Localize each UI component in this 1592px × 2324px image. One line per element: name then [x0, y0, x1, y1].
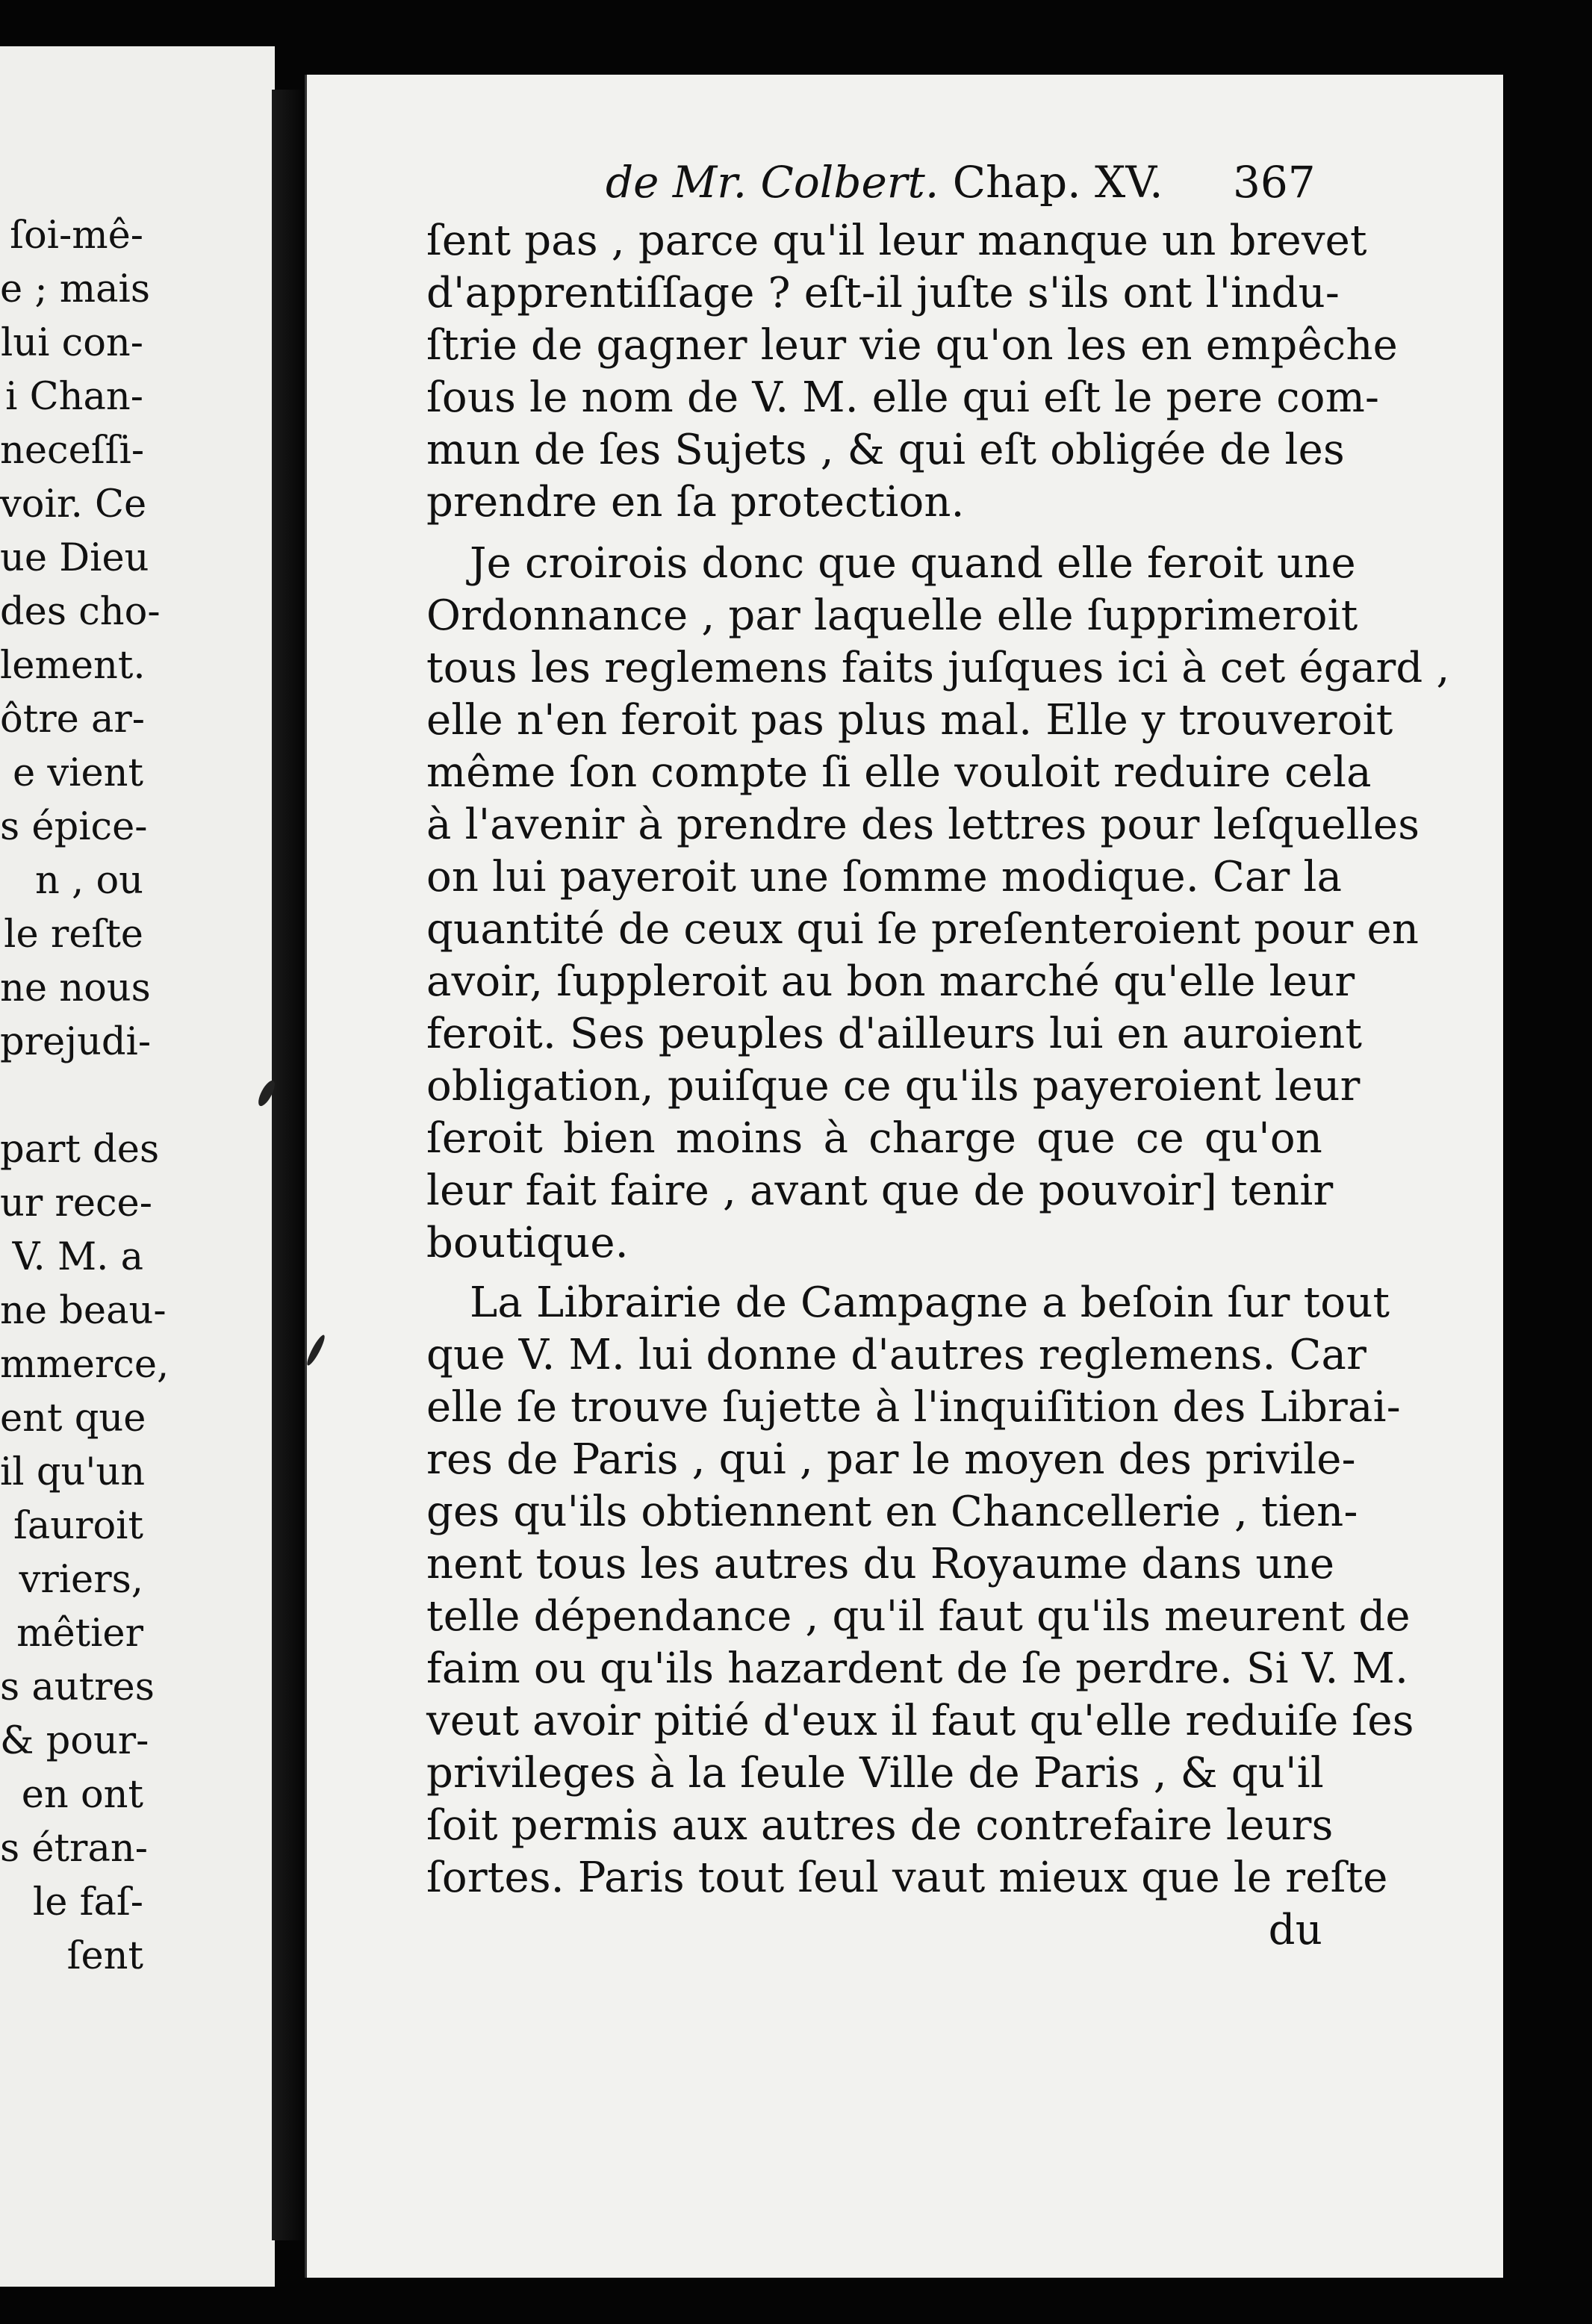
left-text-line: le faſ-	[32, 1880, 143, 1924]
text-line: veut avoir pitié d'eux il faut qu'elle reduiſe ſes	[426, 1697, 1414, 1745]
text-line: à l'avenir à prendre des lettres pour leſquelles	[426, 801, 1420, 849]
text-line: ſtrie de gagner leur vie qu'on les en empêche	[426, 321, 1398, 370]
left-text-line: lement.	[0, 644, 146, 688]
left-text-line: ne nous	[0, 966, 151, 1010]
paragraph-start-line: Je croirois donc que quand elle feroit une	[470, 539, 1356, 588]
text-line: d'apprentiſſage ? eſt-il juſte s'ils ont l'indu-	[426, 269, 1340, 317]
page-number: 367	[1233, 157, 1316, 208]
left-text-line: ôtre ar-	[0, 697, 145, 742]
text-line: obligation, puiſque ce qu'ils payeroient leur	[426, 1062, 1361, 1110]
text-line: boutique.	[426, 1219, 629, 1267]
left-text-line: i Chan-	[5, 375, 143, 419]
left-text-line: ſoi-mê-	[10, 214, 143, 258]
paragraph-start-line: La Librairie de Campagne a beſoin ſur tout	[470, 1278, 1390, 1327]
text-line: faim ou qu'ils hazardent de ſe perdre. Si V. M.	[426, 1644, 1409, 1693]
left-text-line: ſauroit	[13, 1504, 143, 1548]
text-line: elle ſe trouve ſujette à l'inquiſition des Librai-	[426, 1383, 1401, 1432]
text-line: avoir, ſuppleroit au bon marché qu'elle leur	[426, 957, 1355, 1006]
left-text-line: il qu'un	[0, 1450, 146, 1494]
left-text-line: des cho-	[0, 590, 161, 634]
left-text-line: ur rece-	[0, 1181, 152, 1225]
book-gutter	[272, 90, 305, 2240]
left-text-line: e ; mais	[0, 267, 151, 311]
running-header	[606, 157, 1163, 208]
right-page	[305, 75, 1503, 2278]
text-line: nent tous les autres du Royaume dans une	[426, 1540, 1335, 1588]
catchword: du	[1268, 1906, 1322, 1954]
text-line: ſous le nom de V. M. elle qui eſt le pere com-	[426, 373, 1380, 422]
left-text-line: ſent	[66, 1934, 143, 1978]
left-text-line: ue Dieu	[0, 536, 149, 580]
left-text-line: lui con-	[0, 321, 143, 365]
text-line: on lui payeroit une ſomme modique. Car la	[426, 853, 1343, 901]
text-line: ſeroit bien moins à charge que ce qu'on	[426, 1114, 1322, 1163]
left-text-line: en ont	[21, 1773, 143, 1817]
left-text-line: s étran-	[0, 1827, 148, 1871]
text-line: ges qu'ils obtiennent en Chancellerie , tien-	[426, 1488, 1358, 1536]
left-text-line: V. M. a	[12, 1235, 143, 1279]
left-text-line: & pour-	[0, 1719, 149, 1763]
text-line: privileges à la ſeule Ville de Paris , & qu'il	[426, 1749, 1324, 1798]
text-line: feroit. Ses peuples d'ailleurs lui en auroient	[426, 1010, 1363, 1058]
left-text-line: s épice-	[0, 805, 148, 849]
left-page	[0, 46, 275, 2287]
left-text-line: s autres	[0, 1665, 155, 1709]
left-text-line: le reſte	[4, 913, 143, 957]
text-line: prendre en ſa protection.	[426, 478, 965, 526]
text-line: leur fait faire , avant que de pouvoir] tenir	[426, 1166, 1334, 1215]
text-line: telle dépendance , qu'il faut qu'ils meurent de	[426, 1592, 1411, 1641]
left-text-line: ne beau-	[0, 1289, 167, 1333]
header-title: de Mr. Colbert.	[606, 157, 939, 208]
header-chapter: Chap. XV.	[952, 157, 1163, 208]
left-text-line: ent que	[0, 1396, 146, 1441]
text-line: elle n'en feroit pas plus mal. Elle y trouveroit	[426, 696, 1393, 745]
left-text-line: vriers,	[19, 1558, 143, 1602]
text-line: mun de ſes Sujets , & qui eſt obligée de les	[426, 426, 1345, 474]
text-line: tous les reglemens faits juſques ici à cet égard ,	[426, 644, 1450, 692]
text-line: Ordonnance , par laquelle elle ſupprimeroit	[426, 591, 1358, 640]
text-line: res de Paris , qui , par le moyen des privile-	[426, 1435, 1356, 1484]
left-text-line: part des	[0, 1128, 160, 1172]
left-text-line: voir. Ce	[0, 482, 147, 526]
text-line: ſortes. Paris tout ſeul vaut mieux que le reſte	[426, 1854, 1388, 1902]
text-line: que V. M. lui donne d'autres reglemens. Car	[426, 1331, 1367, 1379]
text-line: ſent pas , parce qu'il leur manque un brevet	[426, 217, 1367, 265]
left-text-line: prejudi-	[0, 1020, 152, 1064]
text-line: même ſon compte ſi elle vouloit reduire cela	[426, 748, 1372, 797]
left-text-line: n , ou	[34, 859, 143, 903]
text-line: quantité de ceux qui ſe preſenteroient pour en	[426, 905, 1420, 954]
left-text-line: e vient	[12, 751, 143, 795]
left-text-line: mmerce,	[0, 1343, 170, 1387]
left-text-line: mêtier	[16, 1612, 143, 1656]
text-line: ſoit permis aux autres de contrefaire leurs	[426, 1801, 1334, 1850]
left-text-line: neceſſi-	[0, 429, 145, 473]
